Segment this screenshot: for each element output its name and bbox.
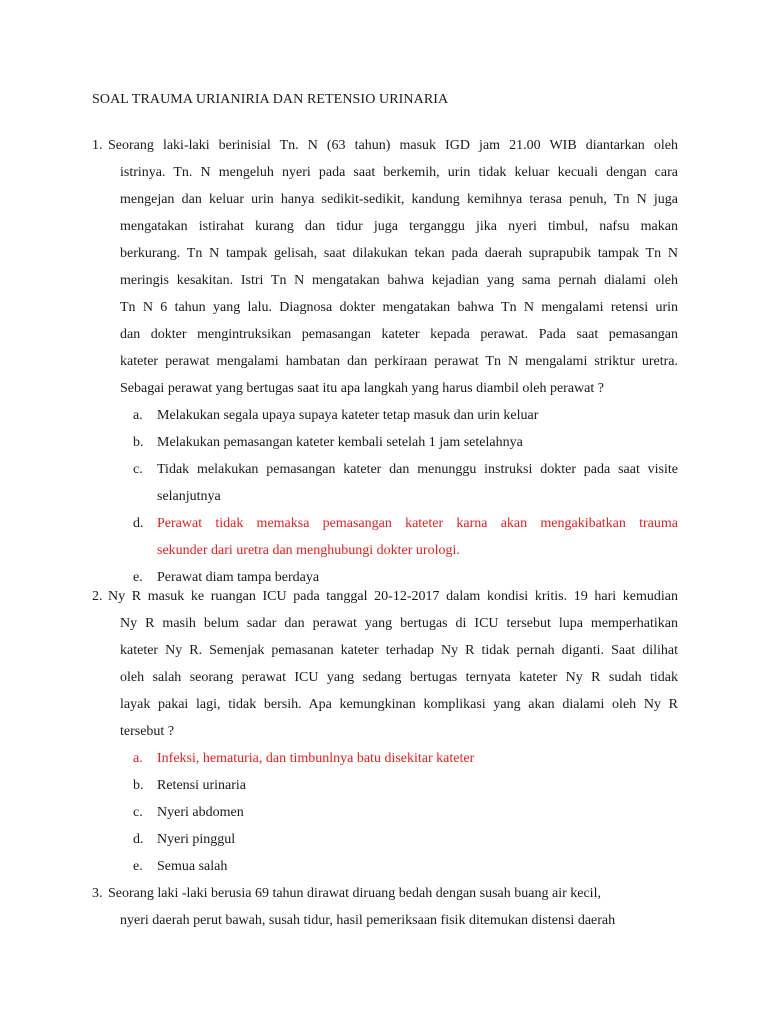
option-letter: b.	[133, 778, 144, 793]
option-letter: c.	[133, 462, 143, 477]
option-letter: a.	[133, 751, 143, 766]
document-title: SOAL TRAUMA URIANIRIA DAN RETENSIO URINARIA	[92, 92, 449, 107]
option-text: selanjutnya	[157, 489, 221, 504]
option-letter: a.	[133, 408, 143, 423]
answer-text: Perawat tidak memaksa pemasangan kateter karna akan mengakibatkan trauma	[157, 516, 678, 531]
option-text: Melakukan segala upaya supaya kateter tetap masuk dan urin keluar	[157, 408, 539, 423]
question-number: 2.	[92, 589, 103, 604]
question-line: nyeri daerah perut bawah, susah tidur, hasil pemeriksaan fisik ditemukan distensi daerah	[120, 913, 616, 928]
question-number: 1.	[92, 138, 103, 153]
question-line: Seorang laki-laki berinisial Tn. N (63 tahun) masuk IGD jam 21.00 WIB diantarkan oleh	[108, 138, 678, 153]
option-letter: d.	[133, 832, 144, 847]
option-text: Nyeri abdomen	[157, 805, 244, 820]
question-line: mengatakan istirahat kurang dan tidur juga terganggu jika nyeri timbul, nafsu makan	[120, 219, 678, 234]
option-text: Tidak melakukan pemasangan kateter dan menunggu instruksi dokter pada saat visite	[157, 462, 678, 477]
question-line: Sebagai perawat yang bertugas saat itu apa langkah yang harus diambil oleh perawat ?	[120, 381, 604, 396]
option-letter: b.	[133, 435, 144, 450]
option-text: Retensi urinaria	[157, 778, 247, 793]
question-line: istrinya. Tn. N mengeluh nyeri pada saat berkemih, urin tidak keluar kecuali dengan cara	[120, 165, 678, 180]
question-number: 3.	[92, 886, 103, 901]
answer-text: sekunder dari uretra dan menghubungi dokter urologi.	[157, 543, 460, 558]
question-line: mengejan dan keluar urin hanya sedikit-sedikit, kandung kemihnya terasa penuh, Tn N juga	[120, 192, 678, 207]
question-line: Seorang laki -laki berusia 69 tahun dirawat diruang bedah dengan susah buang air kecil,	[108, 886, 601, 901]
question-line: kateter Ny R. Semenjak pemasanan kateter terhadap Ny R tidak pernah diganti. Saat dilihat	[120, 643, 678, 658]
question-line: Ny R masuk ke ruangan ICU pada tanggal 20-12-2017 dalam kondisi kritis. 19 hari kemudian	[108, 589, 678, 604]
option-text: Semua salah	[157, 859, 228, 874]
question-line: meringis kesakitan. Istri Tn N mengatakan bahwa kejadian yang sama pernah dialami oleh	[120, 273, 678, 288]
answer-text: Infeksi, hematuria, dan timbunlnya batu disekitar kateter	[157, 751, 475, 766]
question-line: berkurang. Tn N tampak gelisah, saat dilakukan tekan pada daerah suprapubik tampak Tn N	[120, 246, 678, 261]
option-text: Perawat diam tampa berdaya	[157, 570, 320, 585]
question-line: Ny R masih belum sadar dan perawat yang bertugas di ICU tersebut lupa memperhatikan	[120, 616, 678, 631]
question-line: tersebut ?	[120, 724, 175, 739]
option-letter: e.	[133, 570, 143, 585]
question-line: layak pakai lagi, tidak bersih. Apa kemungkinan komplikasi yang akan dialami oleh Ny R	[120, 697, 678, 712]
option-letter: e.	[133, 859, 143, 874]
option-letter: c.	[133, 805, 143, 820]
question-line: Tn N 6 tahun yang lalu. Diagnosa dokter mengatakan bahwa Tn N mengalami retensi urin	[120, 300, 678, 315]
option-letter: d.	[133, 516, 144, 531]
question-line: oleh salah seorang perawat ICU yang sedang bertugas ternyata kateter Ny R sudah tidak	[120, 670, 678, 685]
option-text: Melakukan pemasangan kateter kembali setelah 1 jam setelahnya	[157, 435, 523, 450]
question-line: kateter perawat mengalami hambatan dan perkiraan perawat Tn N mengalami striktur uretra.	[120, 354, 678, 369]
question-line: dan dokter mengintruksikan pemasangan kateter kepada perawat. Pada saat pemasangan	[120, 327, 678, 342]
option-text: Nyeri pinggul	[157, 832, 236, 847]
